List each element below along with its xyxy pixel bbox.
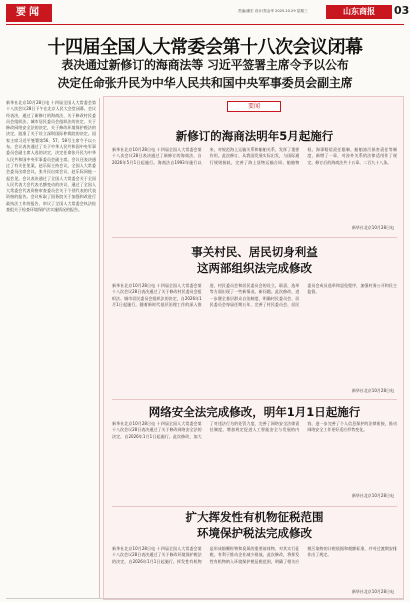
- lead-article-column: [6, 100, 96, 600]
- article-4-title-line-2: 环境保护税法完成修改: [197, 526, 312, 540]
- article-2-body-wrap: [112, 283, 397, 383]
- article-2-body: 新华社北京10月28日电 十四届全国人大常委会第十八次会议28日表决通过了关于修改村民委员会组织法、城市居民委员会组织法的决定，自2026年1月1日起施行。随着新时代基层治理工作的深入推进，村民委员会和居民委员会的设立、职责、选举等方面出现了一些新情况、新问题。此次修改，进一步健全基层群众自治制度，明确村民委员会、居民委员会每届任期五年，完善了村民委员会、居民委员会成员选举和罢免程序，加强村务公开和民主监督。: [112, 283, 397, 307]
- article-1-title: 新修订的海商法明年5月起施行: [175, 129, 334, 143]
- lead-subheadline-1: 表决通过新修订的海商法等 习近平签署主席令予以公布: [61, 58, 349, 72]
- lead-subheadline-2: 决定任命张升民为中华人民共和国中央军事委员会副主席: [57, 76, 353, 90]
- article-4-body-wrap: [112, 546, 397, 592]
- section-tag: 要闻: [6, 4, 52, 22]
- column-divider: [99, 98, 100, 598]
- editor-info: 责编/潘宏 设计/郑金华 2025.10.29 星期三: [238, 9, 308, 13]
- page-header: [6, 2, 410, 24]
- header-rule: [6, 24, 404, 25]
- lead-article-body: 新华社北京10月28日电 十四届全国人大常委会第十八次会议28日下午在北京人民大会堂闭幕。会议经表决，通过了新修订的海商法，关于修改村民委员会组织法、城市居民委员会组织法的决定，关于修改网络安全法的决定，关于修改环境保护税法的决定，批准了关于设立深圳国际仲裁院的决定。国家主席习近平签署第56、57、58号主席令予以公布。会议表决通过了关于中华人民共和国中央军事委员会副主席人选的决定，决定任命张升民为中华人民共和国中央军事委员会副主席。会议还表决通过了有关任免案。赵乐际主持会议。全国人大常委会委员出席会议。张升民出席会议，赵乐际同他一起会见。会议表决通过了全国人大常委会关于全国人民代表大会代表名额变动的决议，通过了全国人大常委会代表资格审查委员会关于个别代表的代表资格的报告。会议听取了国务院关于加强和改进行政执法工作的报告，审议了全国人大常委会执法检查组关于检查环境保护法实施情况的报告。: [6, 100, 96, 213]
- panel-tag: [227, 101, 281, 112]
- article-4-credit: 新华社北京10月28日电: [351, 589, 394, 594]
- news-panel: [103, 96, 404, 600]
- article-3-credit: 新华社北京10月28日电: [351, 493, 394, 498]
- article-separator: [112, 237, 397, 238]
- article-4-body: 新华社北京10月28日电 十四届全国人大常委会第十八次会议28日表决通过了关于修改环境保护税法的决定，自2026年1月1日起施行。挥发性有机物是形成细颗粒物和臭氧的重要前体物，对其实行征税，有利于推动企业减少排放。此次修改，将挥发性有机物纳入环境保护税征税范围，明确了相关应税污染物的计税依据和税额标准，并对过渡期安排作出了规定。: [112, 546, 397, 564]
- article-3-body: 新华社北京10月28日电 十四届全国人大常委会第十八次会议28日表决通过了关于修改网络安全法的决定，自2026年1月1日起施行。此次修改，加大了对违法行为的处罚力度，完善了网络安全法律责任制度，增加规定促进人工智能安全与发展的内容，进一步完善了个人信息保护的法律衔接，推动网络安全工作更好适应形势变化。: [112, 421, 397, 439]
- article-3-title: 网络安全法完成修改，明年1月1日起施行: [148, 405, 361, 419]
- panel-tag-label: 要闻: [247, 103, 260, 110]
- footer-rule: [6, 598, 404, 599]
- newspaper-brand: 山东商报: [326, 5, 392, 19]
- article-1-credit: 新华社北京10月28日电: [351, 225, 394, 230]
- article-4-title-line-1: 扩大挥发性有机物征税范围: [185, 510, 324, 524]
- article-2-credit: 新华社北京10月28日电: [351, 388, 394, 393]
- page-number: 03: [394, 4, 410, 17]
- article-separator: [112, 399, 397, 400]
- article-3-body-wrap: [112, 421, 397, 471]
- lead-headline: 十四届全国人大常委会第十八次会议闭幕: [47, 37, 363, 58]
- article-2-title-line-1: 事关村民、居民切身利益: [191, 245, 318, 259]
- article-1-body: 新华社北京10月28日电 十四届全国人大常委会第十八次会议28日表决通过了新修订的海商法，自2026年5月1日起施行。海商法自1993年施行以来，对规范海上运输关系和船舶关系，发挥了重要作用。此次修订，从我国发展实际出发，与国际通行规则接轨，完善了海上货物运输合同、船舶物权、海事赔偿责任限制、船舶油污损害责任等制度，新增了一章，对涉外关系的法律适用作了规定。修订后的海商法共十五章、二百九十八条。: [112, 147, 397, 165]
- article-1-body-wrap: [112, 147, 397, 209]
- article-2-title-line-2: 这两部组织法完成修改: [197, 261, 312, 275]
- article-separator: [112, 506, 397, 507]
